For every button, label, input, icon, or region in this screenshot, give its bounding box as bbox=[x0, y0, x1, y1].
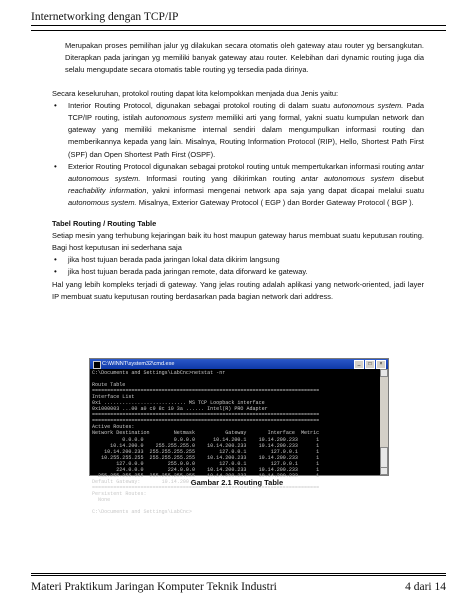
page-content bbox=[52, 40, 424, 303]
maximize-icon[interactable]: □ bbox=[365, 360, 375, 369]
figure-caption: Gambar 2.1 Routing Table bbox=[190, 478, 284, 487]
header-title: Internetworking dengan TCP/IP bbox=[31, 11, 179, 23]
section-heading: Tabel Routing / Routing Table bbox=[52, 218, 157, 228]
list-item-exterior: • Exterior Routing Protocol digunakan sebagai protokol routing untuk mempertukarkan informasi routing antar autonomous system. Informasi routing yang dikirimkan routing antar autonomous system disebut reachability information, yakni informasi mengenai network apa saja yang dapat dicapai melalui suatu autonomous system. Misalnya, Exterior Gateway Protocol ( EGP ) dan Border Gateway Protocol ( BGP ). bbox=[52, 161, 424, 210]
minimize-icon[interactable]: _ bbox=[354, 360, 364, 369]
page-header bbox=[31, 11, 446, 26]
footer-rule bbox=[31, 573, 446, 574]
spacer bbox=[52, 77, 424, 88]
console-titlebar bbox=[90, 359, 388, 369]
close-icon[interactable]: × bbox=[376, 360, 386, 369]
summary-paragraph: Secara keseluruhan, protokol routing dapat kita kelompokkan menjada dua Jenis yaitu: bbox=[52, 88, 339, 98]
list-item-interior: • Interior Routing Protocol, digunakan sebagai protokol routing di dalam suatu autonomous system. Pada TCP/IP routing, istilah autonomous system memiliki arti yang formal, yakni suatu kumpulan network dan gateway yang memiliki mekanisme internal sendiri dalam mengumpulkan informasi routing dan memberikannya kepada yang lain. Misalnya, Routing Information Protocol (RIP), Hello, Shortest Path First (SPF) dan Open Shortest Path First (OSPF). bbox=[52, 100, 424, 161]
console-app-icon bbox=[93, 361, 101, 369]
intro-paragraph: Merupakan proses pemilihan jalur yg dilakukan secara otomatis oleh gateway atau router yg bersangkutan. Diterapkan pada jaringan yg memiliki banyak gateway atau router. Kelebihan dari dynamic routing juga dia selalu mengupdate secara otomatis table routing yg tersedia pada dirinya. bbox=[65, 41, 424, 75]
page-footer bbox=[31, 581, 446, 593]
protocol-list bbox=[52, 100, 424, 210]
section-paragraph: Setiap mesin yang terhubung kejaringan baik itu host maupun gateway harus membuat suatu keputusan routing. Bagi host keputusan ini sederhana saja bbox=[52, 230, 424, 253]
scroll-down-arrow-icon[interactable] bbox=[380, 467, 388, 475]
window-controls bbox=[354, 360, 386, 369]
footer-course-title: Materi Praktikum Jaringan Komputer Teknik Industri bbox=[31, 581, 277, 593]
console-output: C:\Documents and Settings\LabCnc>netstat -nr Route Table =========================================================================== Interface List 0x1 ........................... MS TCP Loopback interface 0x1000003 ...00 a0 c9 8c 10 3a ...... Intel(R) PRO Adapter =========================================================================== =========================================================================== Active Routes: Network Destination Netmask Gateway Interface Metric 0.0.0.0 0.0.0.0 10.14.200.1 10.14.200.233 1 10.14.200.0 255.255.255.0 10.14.200.233 10.14.200.233 1 10.14.200.233 255.255.255.255 127.0.0.1 127.0.0.1 1 10.255.255.255 255.255.255.255 10.14.200.233 10.14.200.233 1 127.0.0.0 255.0.0.0 127.0.0.1 127.0.0.1 1 224.0.0.0 224.0.0.0 10.14.200.233 10.14.200.233 1 255.255.255.255 255.255.255.255 10.14.200.233 10.14.200.233 1 Default Gateway: 10.14.200.1 =========================================================================== Persistent Routes: None C:\Documents and Settings\LabCnc> bbox=[90, 369, 380, 475]
console-window-title: C:\WINNT\system32\cmd.exe bbox=[102, 361, 175, 367]
header-rule bbox=[31, 30, 446, 31]
scroll-up-arrow-icon[interactable] bbox=[380, 369, 388, 377]
list-item: • jika host tujuan berada pada jaringan remote, data diforward ke gateway. bbox=[52, 266, 424, 278]
list-item: • jika host tujuan berada pada jaringan lokal data dikirim langsung bbox=[52, 254, 424, 266]
gateway-paragraph: Hal yang lebih kompleks terjadi di gateway. Yang jelas routing adalah aplikasi yang network-oriented, jadi layer IP membuat suatu keputusan routing berdasarkan pada bagian network dari address. bbox=[52, 279, 424, 301]
host-decision-list bbox=[52, 254, 424, 278]
scroll-thumb[interactable] bbox=[380, 447, 388, 469]
console-scrollbar[interactable] bbox=[380, 369, 388, 475]
footer-page-number: 4 dari 14 bbox=[405, 581, 446, 593]
footer-rule-thick bbox=[31, 575, 446, 576]
